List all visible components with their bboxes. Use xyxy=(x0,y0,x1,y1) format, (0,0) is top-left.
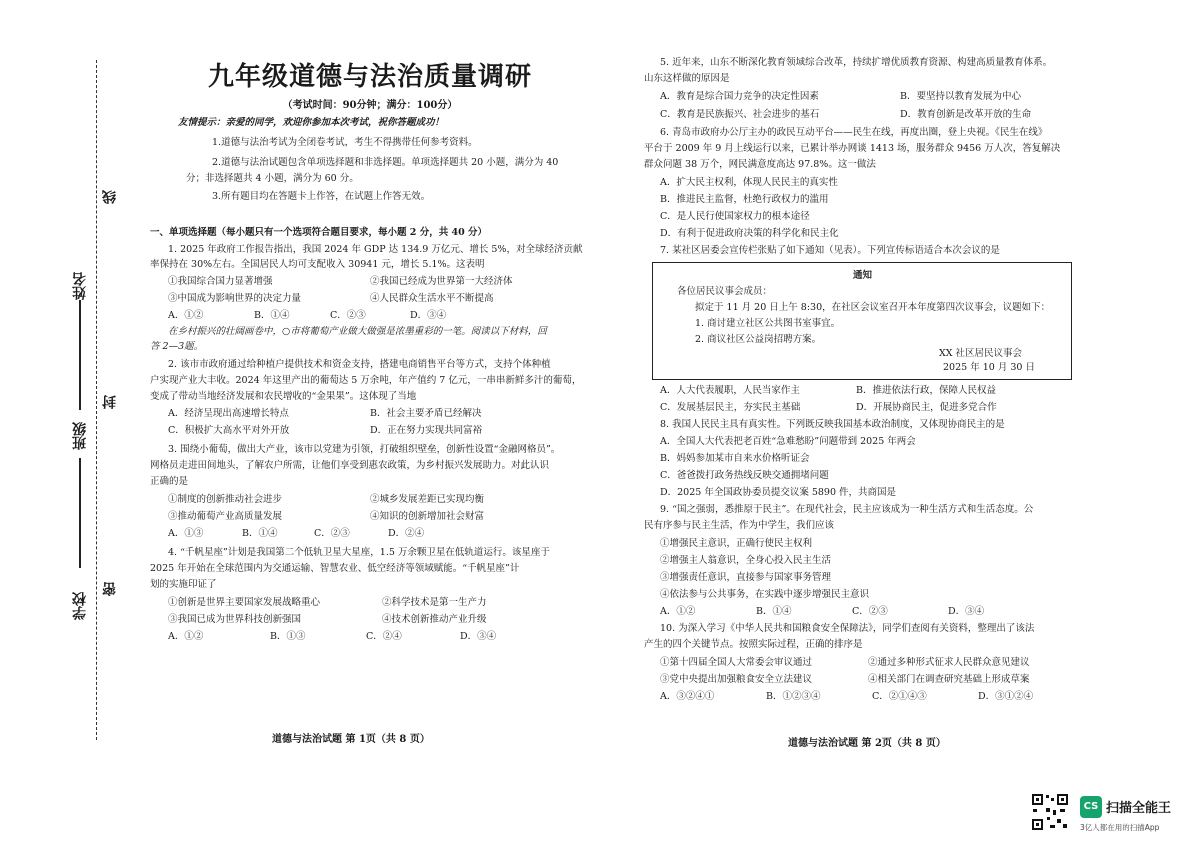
material-intro: 在乡村振兴的壮阔画卷中，○市将葡萄产业做大做强是浓墨重彩的一笔。阅读以下材料，回 xyxy=(168,326,547,337)
binding-label-class: 班级 xyxy=(72,422,88,450)
binding-label-seal: 封 xyxy=(102,395,118,409)
q4-choice-c: C．②④ xyxy=(366,631,402,642)
q4-line3: 划的实施印证了 xyxy=(150,579,217,590)
q1-choice-a: A．①② xyxy=(168,310,204,321)
notice-head: 通知 xyxy=(853,270,873,281)
q6-line1: 6. 青岛市政府办公厅主办的政民互动平台——民生在线，再度出圈，登上央视。《民生在线》 xyxy=(660,127,1048,138)
exam-page-2 xyxy=(600,0,1200,847)
q3-choice-b: B．①④ xyxy=(242,528,278,539)
notice-greeting: 各位居民议事会成员： xyxy=(677,286,773,297)
binding-label-name: 姓名 xyxy=(72,272,88,300)
q3-line2: 网格员走进田间地头，了解农户所需，让他们享受到惠农政策，为乡村振兴发展助力。对此认识 xyxy=(150,460,550,471)
q10-opt3: ③党中央提出加强粮食安全立法建议 xyxy=(660,674,813,685)
q3-choice-a: A．①③ xyxy=(168,528,204,539)
q5-line2: 山东这样做的原因是 xyxy=(644,73,730,84)
q3-line3: 正确的是 xyxy=(150,476,189,487)
camscanner-logo-icon: CS xyxy=(1080,796,1102,818)
q9-opt3: ③增强责任意识，直接参与国家事务管理 xyxy=(660,572,832,583)
q4-line2: 2025 年开始在全球范围内为交通运输、智慧农业、低空经济等领域赋能。“千帆星座”计 xyxy=(150,563,520,574)
q4-choice-b: B．①③ xyxy=(270,631,306,642)
page-1-footer: 道德与法治试题 第 1页（共 8 页） xyxy=(272,734,430,745)
q10-choice-b: B．①②③④ xyxy=(766,691,821,702)
q5-line1: 5. 近年来，山东不断深化教育领域综合改革，持续扩增优质教育资源、构建高质量教育体系。 xyxy=(660,57,1053,68)
q2-choice-a: A．经济呈现出高速增长特点 xyxy=(168,408,289,419)
q4-choice-a: A．①② xyxy=(168,631,204,642)
q1-choice-b: B．①④ xyxy=(254,310,290,321)
scanner-tagline: 3亿人都在用的扫描App xyxy=(1080,823,1160,832)
q3-opt4: ④知识的创新增加社会财富 xyxy=(370,511,485,522)
q6-choice-c: C．是人民行使国家权力的根本途径 xyxy=(660,211,810,222)
q6-line3: 群众问题 38 万个，网民满意度高达 97.8%。这一做法 xyxy=(644,159,876,170)
binding-label-seal2: 密 xyxy=(102,582,118,596)
q7-choice-c: C．发展基层民主，夯实民主基础 xyxy=(660,402,801,413)
q1-choice-c: C．②③ xyxy=(330,310,366,321)
q7-choice-d: D．开展协商民主，促进多党合作 xyxy=(856,402,997,413)
q5-choice-c: C．教育是民族振兴、社会进步的基石 xyxy=(660,109,820,120)
q3-opt2: ②城乡发展差距已实现均衡 xyxy=(370,494,485,505)
q2-choice-d: D．正在努力实现共同富裕 xyxy=(370,425,483,436)
exam-subtitle: （考试时间：90分钟；满分：100分） xyxy=(282,100,458,111)
q8-choice-a: A．全国人大代表把老百姓“急难愁盼”问题带到 2025 年两会 xyxy=(660,436,916,447)
q3-choice-c: C．②③ xyxy=(314,528,350,539)
q3-choice-d: D．②④ xyxy=(388,528,425,539)
q6-choice-d: D．有利于促进政府决策的科学化和民主化 xyxy=(660,228,839,239)
q1-opt3: ③中国成为影响世界的决定力量 xyxy=(168,293,302,304)
q1-choice-d: D．③④ xyxy=(410,310,447,321)
q10-choice-d: D．③①②④ xyxy=(978,691,1034,702)
q9-opt1: ①增强民主意识，正确行使民主权利 xyxy=(660,538,813,549)
q4-opt3: ③我国已成为世界科技创新强国 xyxy=(168,614,302,625)
q1-opt4: ④人民群众生活水平不断提高 xyxy=(370,293,494,304)
rule-1: 1.道德与法治考试为全闭卷考试，考生不得携带任何参考资料。 xyxy=(212,137,478,148)
q9-line2: 民有序参与民主生活，作为中学生，我们应该 xyxy=(644,520,835,531)
q10-opt4: ④相关部门在调查研究基础上形成草案 xyxy=(868,674,1030,685)
q4-line1: 4. “千帆星座”计划是我国第二个低轨卫星大星座，1.5 万余颗卫星在低轨道运行。该星座于 xyxy=(168,547,550,558)
q2-line3: 变成了带动当地经济发展和农民增收的“金果果”。这体现了当地 xyxy=(150,391,417,402)
q9-choice-d: D．③④ xyxy=(948,606,985,617)
qr-code-icon xyxy=(1030,792,1070,832)
q10-opt1: ①第十四届全国人大常委会审议通过 xyxy=(660,657,813,668)
q9-choice-a: A．①② xyxy=(660,606,696,617)
q6-choice-a: A．扩大民主权利，体现人民民主的真实性 xyxy=(660,177,838,188)
q8-choice-b: B．妈妈参加某市自来水价格听证会 xyxy=(660,453,810,464)
q1-line1: 1. 2025 年政府工作报告指出，我国 2024 年 GDP 达 134.9 万亿元、增长 5%，对全球经济贡献 xyxy=(168,244,583,255)
section-heading: 一、单项选择题（每小题只有一个选项符合题目要求，每小题 2 分，共 40 分） xyxy=(150,227,488,238)
exam-title: 九年级道德与法治质量调研 xyxy=(207,62,532,92)
q4-opt1: ①创新是世界主要国家发展战略重心 xyxy=(168,597,321,608)
notice-table xyxy=(652,262,1072,380)
q7-line1: 7. 某社区居委会宣传栏张贴了如下通知（见表）。下列宣传标语适合本次会议的是 xyxy=(660,245,1000,256)
q1-opt1: ①我国综合国力显著增强 xyxy=(168,276,273,287)
notice-item-2: 2. 商议社区公益岗招聘方案。 xyxy=(695,334,822,345)
material-intro-2: 答 2—3题。 xyxy=(150,341,204,352)
binding-label-line: 线 xyxy=(102,190,118,204)
q3-opt3: ③推动葡萄产业高质量发展 xyxy=(168,511,283,522)
class-writing-line xyxy=(79,458,81,568)
q10-line1: 10. 为深入学习《中华人民共和国粮食安全保障法》，同学们查阅有关资料，整理出了该法 xyxy=(660,623,1035,634)
q1-opt2: ②我国已经成为世界第一大经济体 xyxy=(370,276,513,287)
q5-choice-b: B．要坚持以教育发展为中心 xyxy=(900,91,1021,102)
q3-line1: 3. 围绕小葡萄，做出大产业，该市以党建为引领，打破组织壁垒，创新性设置“金融网格员”。 xyxy=(168,444,561,455)
q9-line1: 9. “国之强弱，悉推原于民主”。在现代社会，民主应该成为一种生活方式和生活态度。公 xyxy=(660,504,1034,515)
q2-line2: 户实现产业大丰收。2024 年这里产出的葡萄达 5 万余吨，年产值约 7 亿元，一串串新鲜多汁的葡萄， xyxy=(150,375,582,386)
q8-choice-d: D．2025 年全国政协委员提交议案 5890 件，共商国是 xyxy=(660,487,897,498)
notice-item-1: 1. 商讨建立社区公共图书室事宜。 xyxy=(695,318,841,329)
notice-date: 2025 年 10 月 30 日 xyxy=(943,362,1035,373)
q7-choice-b: B．推进依法行政，保障人民权益 xyxy=(856,385,996,396)
q4-opt4: ④技术创新推动产业升级 xyxy=(382,614,487,625)
notice-org: XX 社区居民议事会 xyxy=(939,348,1023,359)
q2-choice-b: B．社会主要矛盾已经解决 xyxy=(370,408,482,419)
page-2-footer: 道德与法治试题 第 2页（共 8 页） xyxy=(788,738,946,749)
q10-line2: 产生的四个关键节点。按照实际过程，正确的排序是 xyxy=(644,639,863,650)
q2-line1: 2. 该市市政府通过给种植户提供技术和资金支持，搭建电商销售平台等方式，支持个体种植 xyxy=(168,359,551,370)
q8-choice-c: C．爸爸拨打政务热线反映交通拥堵问题 xyxy=(660,470,829,481)
q4-choice-d: D．③④ xyxy=(460,631,497,642)
scanner-app-name: 扫描全能王 xyxy=(1106,801,1172,816)
q6-line2: 平台于 2009 年 9 月上线运行以来，已累计举办网谈 1413 场，服务群众 9456 万人次，答复解决 xyxy=(644,143,1061,154)
rule-3: 3.所有题目均在答题卡上作答，在试题上作答无效。 xyxy=(212,191,431,202)
q8-line1: 8. 我国人民民主具有真实性。下列既反映我国基本政治制度，又体现协商民主的是 xyxy=(660,419,1005,430)
q2-choice-c: C．积极扩大高水平对外开放 xyxy=(168,425,290,436)
binding-label-school: 学校 xyxy=(72,592,88,620)
q6-choice-b: B．推进民主监督，杜绝行政权力的滥用 xyxy=(660,194,829,205)
q9-opt4: ④依法参与公共事务，在实践中逐步增强民主意识 xyxy=(660,589,870,600)
q9-choice-b: B．①④ xyxy=(756,606,792,617)
rule-2: 2.道德与法治试题包含单项选择题和非选择题。单项选择题共 20 小题，满分为 40 xyxy=(212,157,559,168)
scanner-brand xyxy=(1080,794,1180,834)
rule-2b: 分；非选择题共 4 小题，满分为 60 分。 xyxy=(186,173,359,184)
q10-opt2: ②通过多种形式征求人民群众意见建议 xyxy=(868,657,1030,668)
name-writing-line xyxy=(79,300,81,410)
q10-choice-c: C．②①④③ xyxy=(872,691,927,702)
q4-opt2: ②科学技术是第一生产力 xyxy=(382,597,487,608)
q9-opt2: ②增强主人翁意识，全身心投入民主生活 xyxy=(660,555,832,566)
q9-choice-c: C．②③ xyxy=(852,606,888,617)
binding-dashed-line xyxy=(96,60,97,740)
q5-choice-d: D．教育创新是改革开放的生命 xyxy=(900,109,1032,120)
q7-choice-a: A．人大代表履职，人民当家作主 xyxy=(660,385,800,396)
notice-body: 拟定于 11 月 20 日上午 8:30，在社区会议室召开本年度第四次议事会，议题如下： xyxy=(695,302,1051,313)
friendly-tip: 友情提示：亲爱的同学，欢迎你参加本次考试，祝你答题成功！ xyxy=(178,117,445,128)
q5-choice-a: A．教育是综合国力竞争的决定性因素 xyxy=(660,91,819,102)
q3-opt1: ①制度的创新推动社会进步 xyxy=(168,494,283,505)
q1-line2: 率保持在 30%左右。全国居民人均可支配收入 30941 元，增长 5.1%。这表明 xyxy=(150,259,485,270)
q10-choice-a: A．③②④① xyxy=(660,691,715,702)
